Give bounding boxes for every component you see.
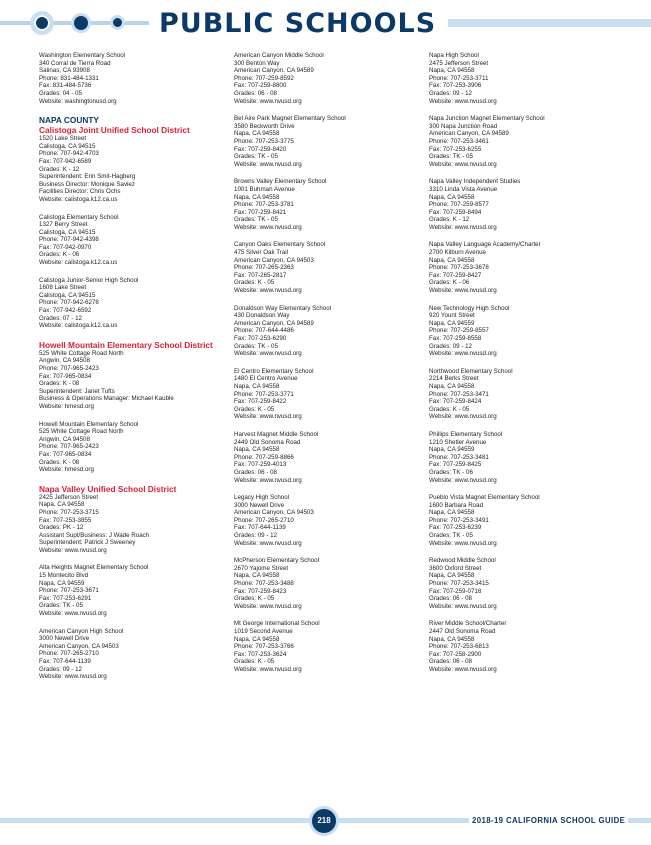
directory-entry bbox=[429, 494, 619, 547]
entry-line: Phone: 707-253-3491 bbox=[429, 516, 489, 524]
column-3 bbox=[429, 52, 619, 684]
entry-line: Grades: K - 05 bbox=[234, 405, 275, 413]
entry-line: Phone: 707-942-6278 bbox=[39, 299, 99, 307]
entry-line: Website: calistoga.k12.ca.us bbox=[39, 195, 118, 203]
entry-line: Napa, CA 94558 bbox=[39, 501, 85, 509]
entry-line: Napa, CA 94558 bbox=[429, 635, 475, 643]
entry-line: Grades: K - 08 bbox=[39, 458, 80, 466]
directory-entry bbox=[429, 178, 619, 231]
entry-line: 475 Silver Oak Trail bbox=[234, 249, 288, 257]
column-1 bbox=[39, 52, 229, 691]
directory-entry bbox=[234, 494, 424, 547]
entry-line: Fax: 707-259-8800 bbox=[234, 82, 287, 90]
entry-line: Phone: 707-253-3671 bbox=[39, 587, 99, 595]
entry-line: Harvest Magnet Middle School bbox=[234, 430, 319, 438]
entry-line: Fax: 707-253-3855 bbox=[39, 516, 92, 524]
entry-line: Fax: 707-644-1139 bbox=[39, 658, 91, 665]
entry-line: Grades: 04 - 05 bbox=[39, 89, 82, 97]
entry-line: Phone: 707-253-3488 bbox=[234, 580, 294, 588]
entry-line: American Canyon, CA 94589 bbox=[234, 319, 314, 327]
entry-line: Grades: 09 - 12 bbox=[234, 532, 277, 540]
entry-line: Assistant Supt/Business: J Wade Roach bbox=[39, 531, 150, 539]
entry-line: Website: washingtonusd.org bbox=[39, 97, 117, 105]
directory-entry bbox=[429, 115, 619, 168]
entry-line: Napa, CA 94558 bbox=[429, 382, 475, 390]
county-heading: NAPA COUNTY bbox=[39, 115, 99, 126]
page-header bbox=[0, 0, 651, 48]
entry-line: Grades: PK - 12 bbox=[39, 524, 84, 532]
entry-line: American Canyon Middle School bbox=[234, 52, 324, 59]
directory-entry bbox=[429, 305, 619, 358]
entry-line: American Canyon, CA 94589 bbox=[234, 67, 314, 75]
entry-line: Redwood Middle School bbox=[429, 557, 496, 565]
entry-line: Website: hmesd.org bbox=[39, 402, 94, 410]
directory-entry bbox=[234, 178, 424, 231]
entry-line: 1327 Berry Street bbox=[39, 221, 88, 229]
entry-line: Bel Aire Park Magnet Elementary School bbox=[234, 115, 346, 123]
entry-line: Website: calistoga.k12.ca.us bbox=[39, 322, 118, 330]
entry-line: Napa, CA 94559 bbox=[39, 579, 85, 587]
entry-line: Napa, CA 94558 bbox=[429, 572, 475, 580]
directory-entry bbox=[39, 421, 229, 474]
entry-line: Mt George International School bbox=[234, 620, 320, 628]
entry-line: Fax: 707-259-8494 bbox=[429, 208, 482, 216]
entry-line: Fax: 707-253-3906 bbox=[429, 82, 482, 90]
entry-line: Website: www.nvusd.org bbox=[429, 539, 497, 547]
entry-line: Browns Valley Elementary School bbox=[234, 178, 327, 186]
entry-line: Grades: K - 06 bbox=[39, 251, 80, 259]
entry-line: Website: www.nvusd.org bbox=[234, 287, 302, 295]
entry-line: 3580 Beckworth Drive bbox=[234, 122, 295, 130]
entry-line: Grades: 09 - 12 bbox=[39, 665, 82, 673]
entry-line: 1520 Lake Street bbox=[39, 135, 87, 143]
entry-line: 430 Donaldson Way bbox=[234, 312, 290, 320]
entry-line: Fax: 707-265-2817 bbox=[234, 271, 287, 279]
entry-line: Website: www.nvusd.org bbox=[429, 413, 497, 421]
entry-line: Website: www.nvusd.org bbox=[234, 160, 302, 168]
entry-line: Napa Valley Independent Studies bbox=[429, 178, 521, 186]
entry-line: Napa, CA 94558 bbox=[234, 635, 280, 643]
entry-line: Calistoga, CA 94515 bbox=[39, 228, 96, 236]
entry-line: Napa, CA 94559 bbox=[429, 319, 475, 327]
directory-entry bbox=[234, 52, 424, 105]
directory-entry bbox=[39, 564, 229, 617]
entry-line: River Middle School/Charter bbox=[429, 620, 507, 628]
entry-line: Grades: 06 - 08 bbox=[429, 595, 472, 603]
entry-line: Napa, CA 94558 bbox=[429, 256, 475, 264]
entry-line: Phone: 707-253-3471 bbox=[429, 390, 489, 398]
entry-line: Napa Valley Language Academy/Charter bbox=[429, 241, 541, 249]
entry-line: Phone: 831-484-1331 bbox=[39, 74, 99, 82]
entry-line: New Technology High School bbox=[429, 304, 510, 312]
entry-line: Calistoga Junior-Senior High School bbox=[39, 276, 139, 284]
directory-entry bbox=[39, 494, 229, 555]
page-footer bbox=[0, 806, 651, 836]
entry-line: Grades: TK - 05 bbox=[234, 342, 278, 350]
entry-line: Fax: 707-253-6290 bbox=[234, 335, 287, 342]
entry-line: Phone: 707-253-3775 bbox=[234, 137, 294, 145]
entry-line: Napa, CA 94559 bbox=[429, 446, 475, 454]
directory-entry bbox=[39, 350, 229, 411]
entry-line: American Canyon, CA 94503 bbox=[234, 256, 314, 264]
entry-line: Fax: 707-259-8422 bbox=[234, 398, 287, 406]
entry-line: 2447 Old Sonoma Road bbox=[429, 628, 496, 635]
entry-line: Website: www.nvusd.org bbox=[234, 97, 302, 105]
entry-line: Grades: K - 12 bbox=[429, 216, 470, 224]
directory-entry bbox=[429, 368, 619, 421]
entry-line: American Canyon, CA 94503 bbox=[234, 509, 314, 517]
district-heading: Napa Valley Unified School District bbox=[39, 483, 177, 494]
entry-line: Legacy High School bbox=[234, 494, 290, 502]
entry-line: Fax: 707-259-8425 bbox=[429, 461, 482, 469]
entry-line: Fax: 831-484-5736 bbox=[39, 82, 92, 90]
entry-line: Phone: 707-942-4398 bbox=[39, 236, 99, 244]
entry-line: Canyon Oaks Elementary School bbox=[234, 241, 326, 249]
entry-line: 2425 Jefferson Street bbox=[39, 493, 99, 501]
entry-line: Phone: 707-259-8592 bbox=[234, 74, 294, 82]
entry-line: 2214 Berks Street bbox=[429, 375, 479, 383]
entry-line: Phone: 707-259-8557 bbox=[429, 327, 489, 335]
entry-line: 1001 Buhman Avenue bbox=[234, 185, 295, 193]
entry-line: Fax: 707-253-6291 bbox=[39, 594, 92, 602]
entry-line: Website: www.nvusd.org bbox=[234, 602, 302, 610]
entry-line: Website: www.nvusd.org bbox=[234, 223, 302, 231]
entry-line: Website: www.nvusd.org bbox=[429, 665, 497, 673]
entry-line: Grades: TK - 05 bbox=[429, 153, 473, 161]
entry-line: Phone: 707-265-2710 bbox=[234, 516, 294, 524]
directory-entry bbox=[39, 277, 229, 330]
entry-line: Grades: 09 - 12 bbox=[429, 342, 472, 350]
entry-line: 2670 Yajome Street bbox=[234, 564, 289, 572]
entry-line: Phone: 707-253-3781 bbox=[234, 201, 294, 209]
entry-line: Fax: 707-259-8427 bbox=[429, 271, 482, 279]
entry-line: Website: www.nvusd.org bbox=[39, 673, 107, 681]
entry-line: Grades: K - 05 bbox=[234, 658, 275, 666]
header-dot-large bbox=[30, 11, 54, 35]
entry-line: Website: www.nvusd.org bbox=[234, 539, 302, 547]
entry-line: Facilities Director: Chris Ochs bbox=[39, 188, 121, 196]
page-number: 218 bbox=[309, 806, 339, 836]
entry-line: Fax: 707-259-8423 bbox=[234, 587, 287, 595]
entry-line: Phone: 707-253-3415 bbox=[429, 580, 489, 588]
entry-line: Napa, CA 94558 bbox=[234, 382, 280, 390]
directory-entry bbox=[234, 115, 424, 168]
entry-line: Napa, CA 94558 bbox=[429, 193, 475, 201]
entry-line: 1608 Lake Street bbox=[39, 284, 87, 292]
directory-entry bbox=[234, 557, 424, 610]
entry-line: Pueblo Vista Magnet Elementary School bbox=[429, 494, 540, 502]
entry-line: Website: www.nvusd.org bbox=[429, 476, 497, 484]
directory-entry bbox=[429, 431, 619, 484]
entry-line: Phone: 707-253-3715 bbox=[39, 508, 99, 516]
entry-line: Superintendent: Erin Smit-Hagberg bbox=[39, 173, 136, 181]
entry-line: 2449 Old Sonoma Road bbox=[234, 438, 301, 446]
entry-line: Fax: 707-259-8420 bbox=[234, 145, 287, 153]
entry-line: American Canyon, CA 94503 bbox=[39, 642, 119, 650]
entry-line: Phone: 707-253-3678 bbox=[429, 264, 489, 272]
entry-line: Phone: 707-253-6813 bbox=[429, 643, 489, 651]
entry-line: Napa, CA 94558 bbox=[429, 67, 475, 75]
entry-line: Website: www.nvusd.org bbox=[234, 476, 302, 484]
entry-line: Website: www.nvusd.org bbox=[39, 546, 107, 554]
entry-line: Grades: TK - 06 bbox=[429, 468, 473, 476]
entry-line: Website: www.nvusd.org bbox=[234, 665, 302, 673]
directory-entry bbox=[39, 628, 229, 681]
entry-line: Website: www.nvusd.org bbox=[429, 97, 497, 105]
entry-line: Grades: TK - 05 bbox=[234, 153, 278, 161]
directory-entry bbox=[234, 241, 424, 294]
header-dot-small bbox=[110, 15, 125, 30]
entry-line: American Canyon High School bbox=[39, 627, 124, 635]
entry-line: Website: www.nvusd.org bbox=[429, 602, 497, 610]
entry-line: Fax: 707-259-0718 bbox=[429, 587, 482, 595]
entry-line: Grades: 07 - 12 bbox=[39, 314, 82, 322]
directory-entry bbox=[39, 52, 229, 105]
guide-title: 2018-19 CALIFORNIA SCHOOL GUIDE bbox=[469, 815, 628, 826]
entry-line: Website: www.nvusd.org bbox=[234, 350, 302, 358]
entry-line: Website: hmesd.org bbox=[39, 466, 94, 474]
district-heading: Howell Mountain Elementary School District bbox=[39, 339, 213, 350]
directory-entry bbox=[429, 241, 619, 294]
entry-line: 300 Benton Way bbox=[234, 59, 280, 67]
entry-line: Napa, CA 94558 bbox=[234, 572, 280, 580]
entry-line: Phone: 707-965-2423 bbox=[39, 443, 99, 451]
entry-line: Napa, CA 94558 bbox=[429, 509, 475, 517]
entry-line: Website: www.nvusd.org bbox=[429, 350, 497, 358]
page-title: PUBLIC SCHOOLS bbox=[149, 5, 448, 43]
entry-line: 1019 Second Avenue bbox=[234, 628, 293, 635]
directory-entry bbox=[234, 305, 424, 358]
header-dot-medium bbox=[71, 13, 91, 33]
entry-line: Angwin, CA 94508 bbox=[39, 435, 90, 443]
entry-line: McPherson Elementary School bbox=[234, 557, 319, 565]
entry-line: Fax: 707-942-0970 bbox=[39, 243, 92, 251]
entry-line: Phone: 707-253-3766 bbox=[234, 643, 294, 651]
entry-line: Fax: 707-258-2900 bbox=[429, 650, 482, 658]
entry-line: Fax: 707-942-6592 bbox=[39, 307, 92, 315]
directory-entry bbox=[429, 620, 619, 673]
entry-line: Napa, CA 94558 bbox=[234, 130, 280, 138]
entry-line: Website: calistoga.k12.ca.us bbox=[39, 259, 118, 267]
entry-line: Fax: 707-259-8424 bbox=[429, 398, 482, 406]
entry-line: 2700 Kilburn Avenue bbox=[429, 249, 486, 257]
entry-line: Fax: 707-965-0834 bbox=[39, 372, 92, 380]
entry-line: American Canyon, CA 94589 bbox=[429, 130, 509, 138]
entry-line: Phone: 707-265-2710 bbox=[39, 650, 99, 658]
entry-line: Alta Heights Magnet Elementary School bbox=[39, 564, 149, 572]
entry-line: Phone: 707-965-2423 bbox=[39, 365, 99, 372]
entry-line: Napa High School bbox=[429, 52, 479, 59]
entry-line: 525 White Cottage Road North bbox=[39, 349, 124, 357]
entry-line: Fax: 707-259-8558 bbox=[429, 335, 482, 342]
entry-line: 340 Corral de Tierra Road bbox=[39, 59, 111, 67]
entry-line: Phone: 707-942-4703 bbox=[39, 150, 99, 158]
entry-line: Website: www.nvusd.org bbox=[429, 223, 497, 231]
directory-entry bbox=[39, 135, 229, 203]
entry-line: Napa, CA 94558 bbox=[234, 446, 280, 454]
entry-line: Donaldson Way Elementary School bbox=[234, 304, 332, 312]
directory-entry bbox=[234, 368, 424, 421]
entry-line: Phillips Elementary School bbox=[429, 430, 503, 438]
entry-line: Website: www.nvusd.org bbox=[234, 413, 302, 421]
entry-line: Grades: K - 06 bbox=[429, 279, 470, 287]
entry-line: 3310 Linda Vista Avenue bbox=[429, 185, 498, 193]
entry-line: Grades: TK - 05 bbox=[429, 532, 473, 540]
entry-line: 300 Napa Junction Road bbox=[429, 122, 498, 130]
entry-line: Fax: 707-965-0834 bbox=[39, 450, 92, 458]
entry-line: Grades: K - 12 bbox=[39, 165, 80, 173]
entry-line: Website: www.nvusd.org bbox=[429, 287, 497, 295]
entry-line: 15 Montecito Blvd bbox=[39, 572, 89, 580]
entry-line: Howell Mountain Elementary School bbox=[39, 420, 139, 428]
entry-line: Phone: 707-253-3711 bbox=[429, 74, 489, 82]
entry-line: Grades: K - 05 bbox=[234, 595, 275, 603]
entry-line: 3000 Newell Drive bbox=[234, 501, 285, 509]
entry-line: 1210 Shetler Avenue bbox=[429, 438, 487, 446]
entry-line: Napa Junction Magnet Elementary School bbox=[429, 115, 545, 123]
entry-line: Fax: 707-259-8421 bbox=[234, 208, 287, 216]
entry-line: Business & Operations Manager: Michael Kauble bbox=[39, 395, 174, 403]
entry-line: Grades: 06 - 08 bbox=[429, 658, 472, 666]
entry-line: Grades: 09 - 12 bbox=[429, 89, 472, 97]
entry-line: El Centro Elementary School bbox=[234, 367, 314, 375]
entry-line: 525 White Cottage Road North bbox=[39, 428, 124, 436]
entry-line: Grades: 06 - 08 bbox=[234, 468, 277, 476]
entry-line: Fax: 707-259-4013 bbox=[234, 461, 287, 469]
district-heading: Calistoga Joint Unified School District bbox=[39, 125, 190, 136]
entry-line: Grades: TK - 05 bbox=[234, 216, 278, 224]
entry-line: 3600 Oxford Street bbox=[429, 564, 482, 572]
entry-line: Washington Elementary School bbox=[39, 52, 126, 59]
entry-line: Phone: 707-644-4486 bbox=[234, 327, 294, 335]
entry-line: Napa, CA 94558 bbox=[234, 193, 280, 201]
entry-line: Grades: K - 08 bbox=[39, 380, 80, 388]
entry-line: 1600 Barbara Road bbox=[429, 501, 484, 509]
entry-line: 2475 Jefferson Street bbox=[429, 59, 489, 67]
entry-line: Grades: 06 - 08 bbox=[234, 89, 277, 97]
entry-line: Phone: 707-253-3461 bbox=[429, 137, 489, 145]
entry-line: Phone: 707-259-8866 bbox=[234, 453, 294, 461]
entry-line: Business Director: Monique Saviez bbox=[39, 180, 135, 188]
entry-line: Angwin, CA 94508 bbox=[39, 357, 90, 365]
entry-line: Phone: 707-265-2363 bbox=[234, 264, 294, 272]
entry-line: Grades: TK - 05 bbox=[39, 602, 83, 610]
directory-entry bbox=[39, 214, 229, 267]
entry-line: Fax: 707-253-6239 bbox=[429, 524, 482, 532]
entry-line: 920 Yount Street bbox=[429, 312, 475, 320]
entry-line: Calistoga, CA 94515 bbox=[39, 142, 96, 150]
entry-line: Website: www.nvusd.org bbox=[39, 610, 107, 618]
directory-entry bbox=[429, 52, 619, 105]
directory-entry bbox=[234, 620, 424, 673]
entry-line: 1480 El Centro Avenue bbox=[234, 375, 298, 383]
entry-line: Phone: 707-253-3481 bbox=[429, 453, 489, 461]
entry-line: Northwood Elementary School bbox=[429, 367, 513, 375]
entry-line: Grades: K - 05 bbox=[429, 405, 470, 413]
entry-line: Superintendent: Patrick J Sweeney bbox=[39, 539, 136, 547]
entry-line: Fax: 707-942-6589 bbox=[39, 157, 92, 165]
entry-line: Calistoga Elementary School bbox=[39, 213, 119, 221]
entry-line: Fax: 707-644-1139 bbox=[234, 524, 286, 532]
directory-entry bbox=[234, 431, 424, 484]
entry-line: Grades: K - 05 bbox=[234, 279, 275, 287]
directory-entry bbox=[429, 557, 619, 610]
entry-line: Phone: 707-253-3771 bbox=[234, 390, 294, 398]
entry-line: Superintendent: Janet Tufts bbox=[39, 387, 115, 395]
entry-line: Fax: 707-253-3624 bbox=[234, 650, 287, 658]
entry-line: Salinas, CA 93908 bbox=[39, 67, 90, 75]
entry-line: Website: www.nvusd.org bbox=[429, 160, 497, 168]
entry-line: Calistoga, CA 94515 bbox=[39, 291, 96, 299]
entry-line: Fax: 707-253-6255 bbox=[429, 145, 482, 153]
column-2 bbox=[234, 52, 424, 684]
entry-line: Phone: 707-259-8577 bbox=[429, 201, 489, 209]
entry-line: 3000 Newell Drive bbox=[39, 635, 90, 643]
